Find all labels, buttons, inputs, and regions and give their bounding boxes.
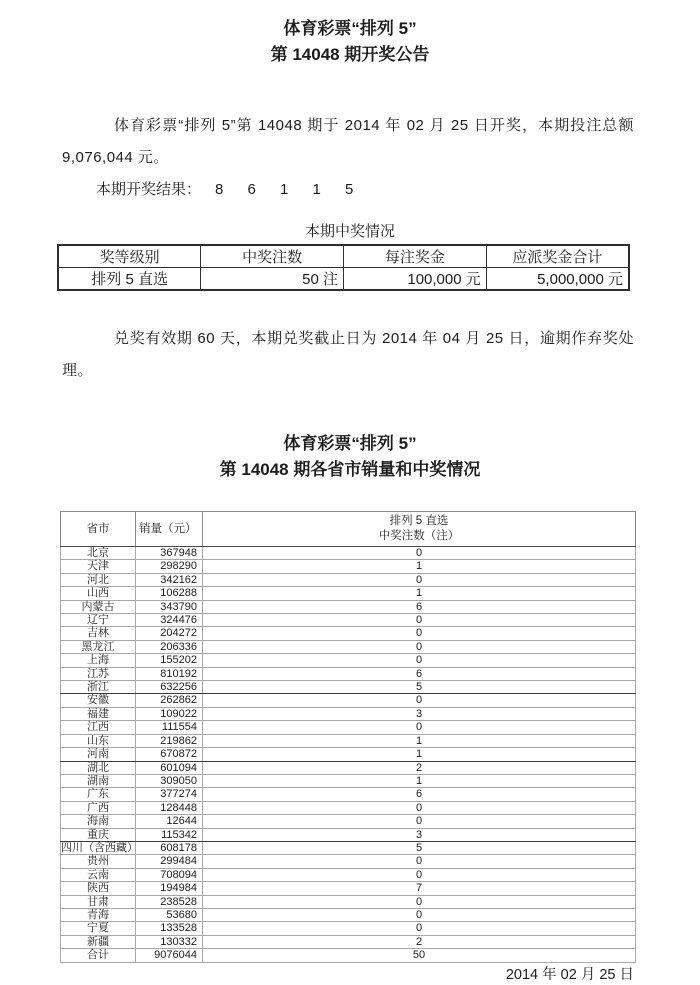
sales-cell: 204272 xyxy=(136,627,203,640)
wins-cell: 0 xyxy=(203,895,636,908)
sales-cell: 115342 xyxy=(136,828,203,841)
province-table xyxy=(60,511,636,963)
col-header-wins xyxy=(203,512,636,547)
wins-cell: 6 xyxy=(203,667,636,680)
table-row xyxy=(61,627,636,640)
sales-cell: 708094 xyxy=(136,868,203,881)
sales-cell: 299484 xyxy=(136,855,203,868)
draw-result-line xyxy=(96,180,700,200)
prize-header-row xyxy=(58,245,629,268)
prize-col-count: 中奖注数 xyxy=(201,245,344,268)
table-row xyxy=(61,734,636,747)
wins-cell: 0 xyxy=(203,815,636,828)
province-cell: 北京 xyxy=(61,547,136,560)
prize-table-body xyxy=(58,268,629,291)
sales-cell: 238528 xyxy=(136,895,203,908)
province-cell: 河南 xyxy=(61,748,136,761)
prize-col-per-prize: 每注奖金 xyxy=(344,245,487,268)
sales-cell: 133528 xyxy=(136,922,203,935)
prize-cell-total-prize: 5,000,000 元 xyxy=(486,268,629,291)
province-cell: 四川（含西藏） xyxy=(61,841,138,854)
table-row xyxy=(61,895,636,908)
province-cell: 山东 xyxy=(61,734,136,747)
announcement-title-block xyxy=(0,0,700,68)
prize-table-header xyxy=(58,245,629,268)
col-header-province: 省市 xyxy=(61,512,136,547)
wins-cell: 50 xyxy=(203,949,636,962)
province-cell: 重庆 xyxy=(61,828,136,841)
wins-cell: 0 xyxy=(203,801,636,814)
province-header-row xyxy=(61,512,636,547)
table-row xyxy=(61,935,636,948)
table-row xyxy=(61,922,636,935)
wins-cell: 0 xyxy=(203,627,636,640)
wins-cell: 0 xyxy=(203,694,636,707)
draw-result-label: 本期开奖结果： xyxy=(96,181,202,198)
table-row xyxy=(61,614,636,627)
province-cell: 海南 xyxy=(61,815,136,828)
table-row xyxy=(61,694,636,707)
wins-cell: 0 xyxy=(203,855,636,868)
province-cell: 新疆 xyxy=(61,935,136,948)
province-cell: 云南 xyxy=(61,868,136,881)
wins-cell: 0 xyxy=(203,922,636,935)
wins-cell: 7 xyxy=(203,882,636,895)
province-cell: 宁夏 xyxy=(61,922,136,935)
wins-cell: 1 xyxy=(203,587,636,600)
table-row xyxy=(61,681,636,694)
province-cell: 湖南 xyxy=(61,774,136,787)
wins-cell: 0 xyxy=(203,721,636,734)
page-title-line1: 体育彩票“排列 5” xyxy=(283,19,417,38)
table-row xyxy=(61,882,636,895)
sales-cell: 12644 xyxy=(136,815,203,828)
sales-cell: 367948 xyxy=(136,547,203,560)
sales-cell: 342162 xyxy=(136,573,203,586)
sales-cell: 106288 xyxy=(136,587,203,600)
sales-cell: 111554 xyxy=(136,721,203,734)
sales-cell: 9076044 xyxy=(136,949,203,962)
col-header-wins-line2: 中奖注数（注） xyxy=(378,530,460,542)
sales-cell: 670872 xyxy=(136,748,203,761)
table-row xyxy=(61,761,636,774)
wins-cell: 1 xyxy=(203,748,636,761)
page-title-line2: 第 14048 期开奖公告 xyxy=(270,45,430,64)
table-row xyxy=(61,815,636,828)
wins-cell: 3 xyxy=(203,707,636,720)
province-table-body xyxy=(61,547,636,963)
province-cell: 吉林 xyxy=(61,627,136,640)
province-cell: 天津 xyxy=(61,560,136,573)
wins-cell: 1 xyxy=(203,734,636,747)
province-cell: 河北 xyxy=(61,573,136,586)
table-row xyxy=(61,801,636,814)
sales-cell: 324476 xyxy=(136,614,203,627)
prize-table-title: 本期中奖情况 xyxy=(304,223,395,240)
province-cell: 陕西 xyxy=(61,882,136,895)
sales-cell: 109022 xyxy=(136,707,203,720)
wins-cell: 3 xyxy=(203,828,636,841)
sales-cell: 53680 xyxy=(136,908,203,921)
table-row xyxy=(61,707,636,720)
province-cell: 内蒙古 xyxy=(61,600,136,613)
province-cell: 安徽 xyxy=(61,694,136,707)
wins-cell: 1 xyxy=(203,560,636,573)
prize-col-level: 奖等级别 xyxy=(58,245,201,268)
wins-cell: 2 xyxy=(203,761,636,774)
sales-cell: 601094 xyxy=(136,761,203,774)
table-row xyxy=(61,640,636,653)
prize-table-row xyxy=(58,268,629,291)
table-row xyxy=(61,748,636,761)
province-cell: 广东 xyxy=(61,788,136,801)
wins-cell: 0 xyxy=(203,547,636,560)
table-row xyxy=(61,573,636,586)
sales-cell: 130332 xyxy=(136,935,203,948)
footer-date: 2014 年 02 月 25 日 xyxy=(505,966,634,983)
province-cell: 福建 xyxy=(61,707,136,720)
province-cell: 江苏 xyxy=(61,667,136,680)
sales-cell: 262862 xyxy=(136,694,203,707)
province-cell: 青海 xyxy=(61,908,136,921)
wins-cell: 0 xyxy=(203,573,636,586)
wins-cell: 0 xyxy=(203,614,636,627)
province-cell: 上海 xyxy=(61,654,136,667)
prize-table xyxy=(57,244,630,291)
table-row xyxy=(61,855,636,868)
table-row xyxy=(61,868,636,881)
province-cell: 浙江 xyxy=(61,681,136,694)
table-row xyxy=(61,560,636,573)
sales-cell: 298290 xyxy=(136,560,203,573)
table-row xyxy=(61,721,636,734)
table-row-total xyxy=(61,949,636,962)
wins-cell: 5 xyxy=(203,841,636,854)
prize-cell-level: 排列 5 直选 xyxy=(58,268,201,291)
table-row xyxy=(61,828,636,841)
province-section-title-line1: 体育彩票“排列 5” xyxy=(283,434,417,453)
wins-cell: 1 xyxy=(203,774,636,787)
prize-col-total-prize: 应派奖金合计 xyxy=(486,245,629,268)
wins-cell: 6 xyxy=(203,600,636,613)
col-header-sales: 销量（元） xyxy=(136,512,203,547)
sales-cell: 219862 xyxy=(136,734,203,747)
province-table-header xyxy=(61,512,636,547)
wins-cell: 5 xyxy=(203,681,636,694)
prize-cell-per-prize: 100,000 元 xyxy=(344,268,487,291)
wins-cell: 0 xyxy=(203,654,636,667)
province-cell: 甘肃 xyxy=(61,895,136,908)
wins-cell: 0 xyxy=(203,908,636,921)
sales-cell: 343790 xyxy=(136,600,203,613)
table-row xyxy=(61,654,636,667)
table-row xyxy=(61,547,636,560)
wins-cell: 2 xyxy=(203,935,636,948)
sales-cell: 128448 xyxy=(136,801,203,814)
sales-cell: 309050 xyxy=(136,774,203,787)
redeem-paragraph: 兑奖有效期 60 天，本期兑奖截止日为 2014 年 04 月 25 日，逾期作弃奖处理。 xyxy=(62,330,634,379)
wins-cell: 0 xyxy=(203,868,636,881)
draw-result-numbers: 8 6 1 1 5 xyxy=(215,181,364,198)
prize-cell-count: 50 注 xyxy=(201,268,344,291)
province-cell: 湖北 xyxy=(61,761,136,774)
province-cell: 广西 xyxy=(61,801,136,814)
province-cell: 山西 xyxy=(61,587,136,600)
table-row xyxy=(61,841,636,854)
sales-cell: 608178 xyxy=(136,841,203,854)
province-section-title-block xyxy=(0,431,700,483)
province-cell: 辽宁 xyxy=(61,614,136,627)
table-row xyxy=(61,587,636,600)
sales-cell: 206336 xyxy=(136,640,203,653)
table-row xyxy=(61,908,636,921)
col-header-wins-line1: 排列 5 直选 xyxy=(389,515,449,527)
table-row xyxy=(61,667,636,680)
wins-cell: 6 xyxy=(203,788,636,801)
sales-cell: 377274 xyxy=(136,788,203,801)
sales-cell: 632256 xyxy=(136,681,203,694)
intro-paragraph: 体育彩票“排列 5”第 14048 期于 2014 年 02 月 25 日开奖，本期投注总额 9,076,044 元。 xyxy=(62,117,634,166)
province-cell: 黑龙江 xyxy=(61,640,136,653)
table-row xyxy=(61,600,636,613)
province-section-title-line2: 第 14048 期各省市销量和中奖情况 xyxy=(219,460,481,479)
sales-cell: 155202 xyxy=(136,654,203,667)
province-cell: 贵州 xyxy=(61,855,136,868)
province-cell: 江西 xyxy=(61,721,136,734)
sales-cell: 810192 xyxy=(136,667,203,680)
wins-cell: 0 xyxy=(203,640,636,653)
sales-cell: 194984 xyxy=(136,882,203,895)
province-cell: 合计 xyxy=(61,949,136,962)
table-row xyxy=(61,774,636,787)
table-row xyxy=(61,788,636,801)
